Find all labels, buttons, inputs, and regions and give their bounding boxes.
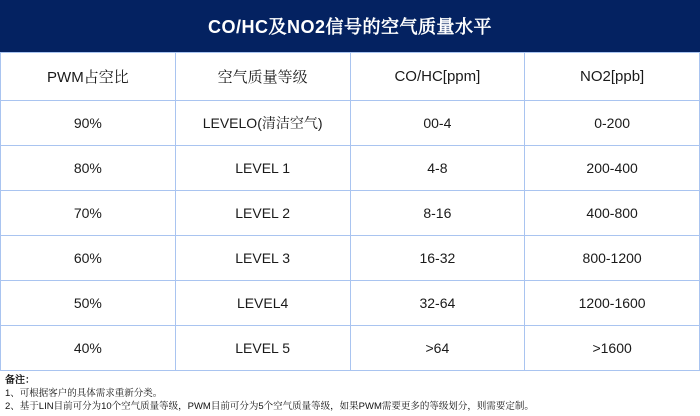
column-header-pwm-duty: PWM占空比 bbox=[1, 53, 176, 101]
table-cell-no2: 400-800 bbox=[525, 191, 700, 236]
column-header-co-hc-ppm: CO/HC[ppm] bbox=[350, 53, 525, 101]
table-cell-co-hc: 16-32 bbox=[350, 236, 525, 281]
table-cell-co-hc: 4-8 bbox=[350, 146, 525, 191]
table-cell-co-hc: 00-4 bbox=[350, 101, 525, 146]
footnote-item-2: 2、基于LIN目前可分为10个空气质量等级，PWM目前可分为5个空气质量等级，如果PWM需要更多的等级划分，则需要定制。 bbox=[5, 401, 534, 412]
footnote-item-1: 1、可根据客户的具体需求重新分类。 bbox=[5, 388, 163, 399]
table-cell-level: LEVEL 5 bbox=[175, 326, 350, 371]
table-title-bar bbox=[0, 0, 700, 52]
table-cell-no2: 1200-1600 bbox=[525, 281, 700, 326]
table-cell-level: LEVEL 2 bbox=[175, 191, 350, 236]
table-row bbox=[1, 326, 700, 371]
column-header-air-quality-level: 空气质量等级 bbox=[175, 53, 350, 101]
table-cell-pwm: 90% bbox=[1, 101, 176, 146]
table-row bbox=[1, 146, 700, 191]
table-cell-level: LEVELO(清洁空气) bbox=[175, 101, 350, 146]
table-cell-no2: >1600 bbox=[525, 326, 700, 371]
table-cell-no2: 0-200 bbox=[525, 101, 700, 146]
table-cell-co-hc: >64 bbox=[350, 326, 525, 371]
table-cell-pwm: 70% bbox=[1, 191, 176, 236]
air-quality-table bbox=[0, 52, 700, 371]
table-header-row bbox=[1, 53, 700, 101]
column-header-no2-ppb: NO2[ppb] bbox=[525, 53, 700, 101]
table-cell-pwm: 50% bbox=[1, 281, 176, 326]
table-cell-level: LEVEL 1 bbox=[175, 146, 350, 191]
table-cell-pwm: 40% bbox=[1, 326, 176, 371]
table-cell-pwm: 80% bbox=[1, 146, 176, 191]
table-cell-co-hc: 8-16 bbox=[350, 191, 525, 236]
table-row bbox=[1, 191, 700, 236]
table-cell-no2: 200-400 bbox=[525, 146, 700, 191]
footnote-label: 备注： bbox=[5, 375, 35, 386]
table-row bbox=[1, 101, 700, 146]
table-row bbox=[1, 236, 700, 281]
table-cell-level: LEVEL4 bbox=[175, 281, 350, 326]
table-row bbox=[1, 281, 700, 326]
table-cell-level: LEVEL 3 bbox=[175, 236, 350, 281]
table-cell-co-hc: 32-64 bbox=[350, 281, 525, 326]
page-title: CO/HC及NO2信号的空气质量水平 bbox=[207, 17, 492, 37]
table-cell-pwm: 60% bbox=[1, 236, 176, 281]
table-cell-no2: 800-1200 bbox=[525, 236, 700, 281]
footnotes bbox=[0, 371, 700, 413]
